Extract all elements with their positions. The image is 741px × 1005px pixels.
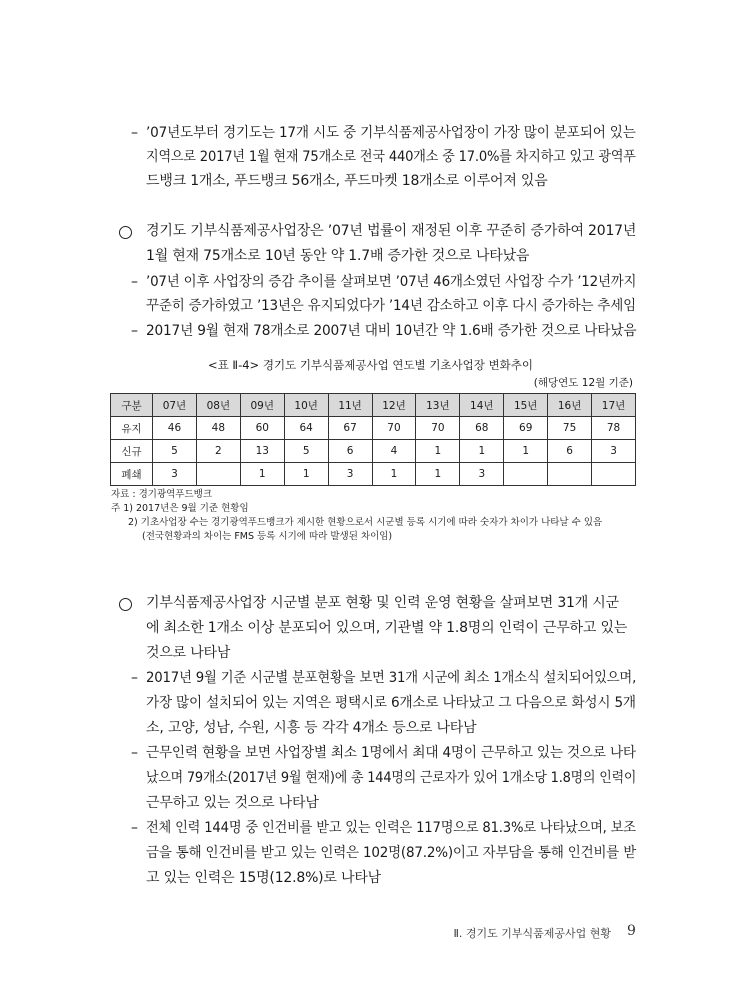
table-row <box>111 440 636 463</box>
table-cell: 46 <box>153 417 197 440</box>
table-cell: 70 <box>416 417 460 440</box>
row-label: 유지 <box>111 417 153 440</box>
table-source: 자료 : 경기광역푸드뱅크 <box>111 489 213 500</box>
column-header: 구분 <box>111 394 153 417</box>
paragraph-line: 고 있는 인력은 15명(12.8%)로 나타남 <box>146 870 381 886</box>
table-footnote: 주 1) 2017년은 9월 기준 현황임 <box>111 503 249 514</box>
paragraph-line: 에 최소한 1개소 이상 분포되어 있으며, 기관별 약 1.8명의 인력이 근무하고 있는 <box>146 620 628 636</box>
paragraph-line: 근무인력 현황을 보면 사업장별 최소 1명에서 최대 4명이 근무하고 있는 것으로 나타 <box>146 745 636 761</box>
bullet-dash: – <box>131 125 138 141</box>
table-row <box>111 463 636 486</box>
table-cell: 1 <box>460 440 504 463</box>
table-cell: 3 <box>460 463 504 486</box>
table-cell: 60 <box>240 417 284 440</box>
paragraph-line: 근무하고 있는 것으로 나타남 <box>146 795 319 811</box>
table-cell: 1 <box>240 463 284 486</box>
bullet-dash: – <box>131 820 138 836</box>
table-cell: 13 <box>240 440 284 463</box>
table-cell: 5 <box>153 440 197 463</box>
column-header: 16년 <box>548 394 592 417</box>
table-cell: 6 <box>548 440 592 463</box>
paragraph-line: 지역으로 2017년 1월 현재 75개소로 전국 440개소 중 17.0%를 차지하고 있고 광역푸 <box>146 149 636 165</box>
table-cell <box>592 463 636 486</box>
paragraph-line: 났으며 79개소(2017년 9월 현재)에 총 144명의 근로자가 있어 1개소당 1.8명의 인력이 <box>146 770 637 786</box>
paragraph-line: 기부식품제공사업장 시군별 분포 현황 및 인력 운영 현황을 살펴보면 31개 시군 <box>146 595 619 611</box>
row-label: 폐쇄 <box>111 463 153 486</box>
table-cell: 3 <box>592 440 636 463</box>
table-cell: 78 <box>592 417 636 440</box>
column-header: 14년 <box>460 394 504 417</box>
table-cell: 2 <box>196 440 240 463</box>
bullet-dash: – <box>131 323 138 339</box>
table-cell: 1 <box>416 463 460 486</box>
circle-bullet-icon <box>119 226 132 239</box>
table-caption: <표 Ⅱ-4> 경기도 기부식품제공사업 연도별 기초사업장 변화추이 <box>208 358 533 372</box>
paragraph-line: 경기도 기부식품제공사업장은 ’07년 법률이 재정된 이후 꾸준히 증가하여 2017년 <box>146 223 637 239</box>
table-cell: 68 <box>460 417 504 440</box>
column-header: 07년 <box>153 394 197 417</box>
bullet-dash: – <box>131 670 138 686</box>
paragraph-line: 2017년 9월 현재 78개소로 2007년 대비 10년간 약 1.6배 증가한 것으로 나타났음 <box>146 323 637 339</box>
circle-bullet-icon <box>119 598 132 611</box>
running-footer: Ⅱ. 경기도 기부식품제공사업 현황 <box>453 927 611 940</box>
data-table <box>110 393 636 486</box>
table-cell <box>196 463 240 486</box>
table-cell: 67 <box>328 417 372 440</box>
paragraph-line: 전체 인력 144명 중 인건비를 받고 있는 인력은 117명으로 81.3%로 나타났으며, 보조 <box>146 820 636 836</box>
column-header: 12년 <box>372 394 416 417</box>
page-number: 9 <box>627 923 636 939</box>
paragraph-line: 것으로 나타남 <box>146 645 231 661</box>
table-cell: 5 <box>284 440 328 463</box>
table-cell: 1 <box>504 440 548 463</box>
table-basis-note: (해당연도 12월 기준) <box>533 377 633 389</box>
table-cell: 69 <box>504 417 548 440</box>
paragraph-line: ’07년도부터 경기도는 17개 시도 중 기부식품제공사업장이 가장 많이 분포되어 있는 <box>146 125 636 141</box>
table-cell: 1 <box>284 463 328 486</box>
table-cell: 75 <box>548 417 592 440</box>
table-cell: 3 <box>153 463 197 486</box>
table-cell <box>548 463 592 486</box>
column-header: 13년 <box>416 394 460 417</box>
column-header: 17년 <box>592 394 636 417</box>
paragraph-line: 소, 고양, 성남, 수원, 시흥 등 각각 4개소 등으로 나타남 <box>146 720 477 736</box>
table-row <box>111 417 636 440</box>
column-header: 11년 <box>328 394 372 417</box>
table-cell: 1 <box>416 440 460 463</box>
column-header: 09년 <box>240 394 284 417</box>
table-cell: 1 <box>372 463 416 486</box>
table-footnote: (전국현황과의 차이는 FMS 등록 시기에 따라 발생된 차이임) <box>142 531 393 542</box>
row-label: 신규 <box>111 440 153 463</box>
table-cell: 48 <box>196 417 240 440</box>
paragraph-line: 금을 통해 인건비를 받고 있는 인력은 102명(87.2%)이고 자부담을 통해 인건비를 받 <box>146 845 637 861</box>
table-cell: 64 <box>284 417 328 440</box>
paragraph-line: 꾸준히 증가하였고 ’13년은 유지되었다가 ’14년 감소하고 이후 다시 증가하는 추세임 <box>146 298 636 314</box>
bullet-dash: – <box>131 274 138 290</box>
column-header: 10년 <box>284 394 328 417</box>
table-footnote: 2) 기초사업장 수는 경기광역푸드뱅크가 제시한 현황으로서 시군별 등록 시기에 따라 숫자가 차이가 나타날 수 있음 <box>128 517 603 528</box>
paragraph-line: 가장 많이 설치되어 있는 지역은 평택시로 6개소로 나타났고 그 다음으로 화성시 5개 <box>146 695 636 711</box>
paragraph-line: ’07년 이후 사업장의 증감 추이를 살펴보면 ’07년 46개소였던 사업장 수가 ’12년까지 <box>146 274 637 290</box>
table-cell: 6 <box>328 440 372 463</box>
column-header: 15년 <box>504 394 548 417</box>
table-cell: 4 <box>372 440 416 463</box>
paragraph-line: 드뱅크 1개소, 푸드뱅크 56개소, 푸드마켓 18개소로 이루어져 있음 <box>146 173 548 189</box>
bullet-dash: – <box>131 745 138 761</box>
table-cell <box>504 463 548 486</box>
table-header-row <box>111 394 636 417</box>
table-cell: 70 <box>372 417 416 440</box>
column-header: 08년 <box>196 394 240 417</box>
paragraph-line: 2017년 9월 기준 시군별 분포현황을 보면 31개 시군에 최소 1개소식 설치되어있으며, <box>146 670 637 686</box>
paragraph-line: 1월 현재 75개소로 10년 동안 약 1.7배 증가한 것으로 나타났음 <box>146 248 530 264</box>
table-cell: 3 <box>328 463 372 486</box>
